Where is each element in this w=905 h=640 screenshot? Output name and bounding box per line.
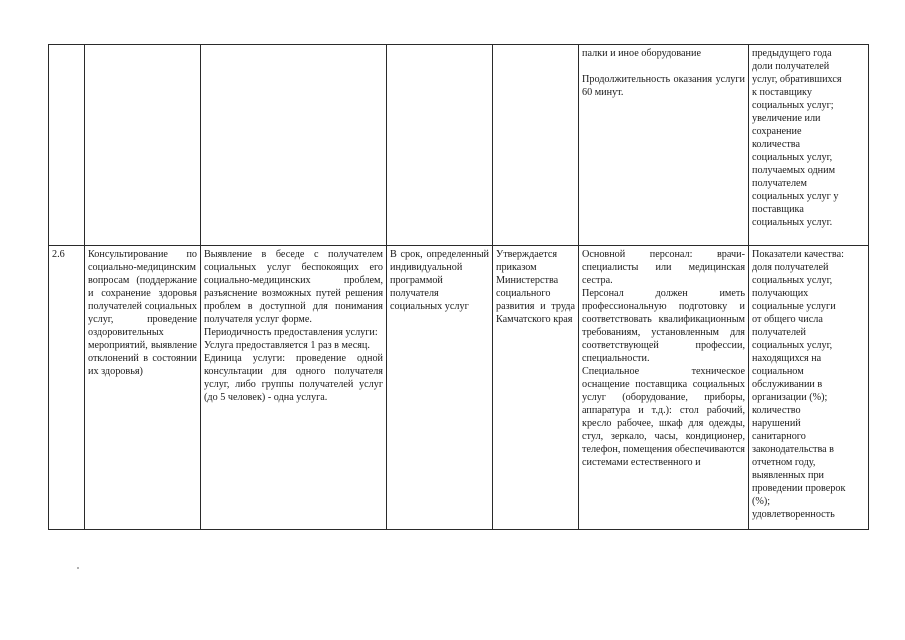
quality-line: услуг, обратившихся [752, 74, 842, 85]
quality-line: социальных услуг, [752, 152, 833, 163]
cell-number [49, 45, 85, 246]
quality-line: сохранение [752, 126, 802, 137]
unit-text: Единица услуги: проведение одной консультации для одного получателя услуг, либо группы получателей услуг (до 5 человек) - одна услуга. [204, 353, 383, 403]
description-text: Выявление в беседе с получателем социальных услуг беспокоящих его социально-медицинских проблем, разъяснение возможных путей решения проблем в доступной для понимания получателя услуг форме. [204, 249, 383, 325]
quality-line: социальных услуг; [752, 100, 834, 111]
quality-line: социальных услуг у [752, 191, 839, 202]
quality-line: количество [752, 405, 801, 416]
table-row [49, 246, 869, 530]
cell-cost: Утверждается приказом Министерства социального развития и труда Камчатского края [493, 246, 579, 530]
quality-line: находящихся на [752, 353, 822, 364]
quality-line: получающих [752, 288, 809, 299]
cell-cost [493, 45, 579, 246]
quality-line: получателей [752, 327, 807, 338]
quality-line: нарушений [752, 418, 801, 429]
cell-service: Консультирование по социально-медицинским вопросам (поддержание и сохранение здоровья получателей социальных услуг, проведение оздоровительных мероприятий, выявление отклонений в состоянии их здоровья) [85, 246, 201, 530]
quality-line: количества [752, 139, 800, 150]
cell-term: В срок, определенный индивидуальной программой получателя социальных услуг [387, 246, 493, 530]
scan-speck [77, 567, 79, 569]
quality-line: поставщика [752, 204, 804, 215]
quality-line: доля получателей [752, 262, 829, 273]
quality-line: удовлетворенность [752, 509, 835, 520]
quality-line: Показатели качества: [752, 249, 844, 260]
quality-line: от общего числа [752, 314, 823, 325]
quality-line: социальные услуги [752, 301, 836, 312]
quality-line: социальном [752, 366, 804, 377]
quality-line: (%); [752, 496, 771, 507]
quality-line: отчетном году, [752, 457, 816, 468]
cell-service [85, 45, 201, 246]
cell-conditions [579, 45, 749, 246]
quality-line: к поставщику [752, 87, 812, 98]
quality-line: получаемых одним [752, 165, 836, 176]
cell-description [201, 246, 387, 530]
quality-line: увеличение или [752, 113, 821, 124]
quality-line: организации (%); [752, 392, 828, 403]
table-row [49, 45, 869, 246]
equipment-text: палки и иное оборудование [582, 48, 701, 59]
services-table [48, 44, 869, 530]
quality-line: проведении проверок [752, 483, 846, 494]
equipment-text: Специальное техническое оснащение поставщика социальных услуг (оборудование, приборы, аппаратура и т.д.): стол рабочий, кресло рабочее, шкаф для одежды, стул, зеркало, часы, кондиционер, телефон, помещения обеспечиваются системами естественного и [582, 366, 745, 468]
cell-description [201, 45, 387, 246]
quality-line: предыдущего года [752, 48, 832, 59]
quality-line: выявленных при [752, 470, 825, 481]
cell-quality [749, 246, 869, 530]
quality-line: социальных услуг. [752, 217, 833, 228]
cell-conditions [579, 246, 749, 530]
periodicity-value: Услуга предоставляется 1 раз в месяц. [204, 340, 370, 351]
duration-text: Продолжительность оказания услуги 60 минут. [582, 74, 745, 98]
quality-line: социальных услуг, [752, 340, 833, 351]
cell-number: 2.6 [49, 246, 85, 530]
cell-quality [749, 45, 869, 246]
quality-line: санитарного [752, 431, 806, 442]
quality-line: доли получателей [752, 61, 830, 72]
requirements-text: Персонал должен иметь профессиональную подготовку и соответствовать квалификационным требованиям, установленным для соответствующей профессии, специальности. [582, 288, 745, 364]
periodicity-title: Периодичность предоставления услуги: [204, 327, 378, 338]
quality-line: социальных услуг, [752, 275, 833, 286]
quality-line: законодательства в [752, 444, 834, 455]
quality-line: обслуживании в [752, 379, 823, 390]
quality-line: получателем [752, 178, 807, 189]
cell-term [387, 45, 493, 246]
staff-text: Основной персонал: врачи-специалисты или медицинская сестра. [582, 249, 745, 286]
